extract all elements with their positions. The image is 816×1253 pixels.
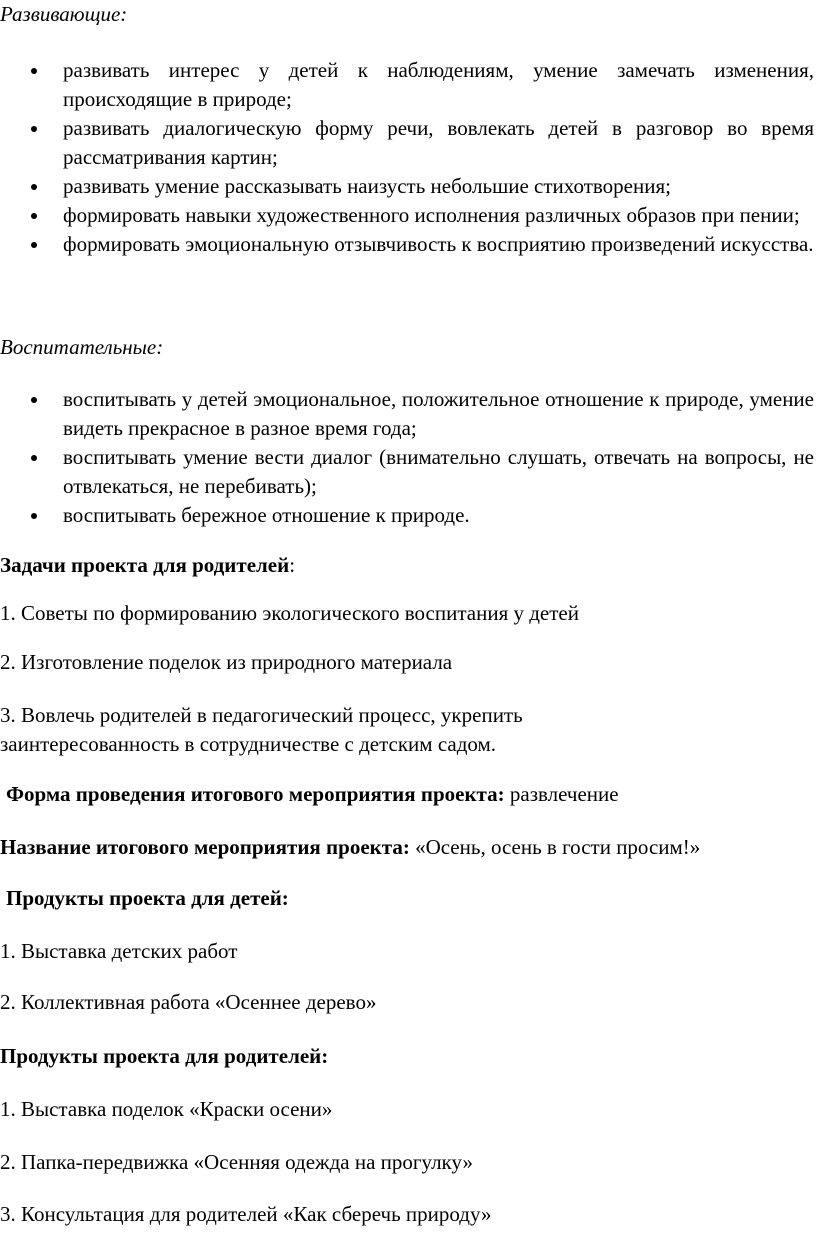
parent-task-1: 1. Советы по формированию экологического воспитания у детей <box>0 601 579 625</box>
list-item-text: воспитывать бережное отношение к природе. <box>63 503 470 527</box>
list-item <box>0 114 814 172</box>
products-parents-item-1: 1. Выставка поделок «Краски осени» <box>0 1097 333 1121</box>
parent-task-3-continuation: заинтересованность в сотрудничестве с детским садом. <box>0 732 497 756</box>
list-item <box>0 201 814 230</box>
list-item <box>0 56 814 114</box>
educational-list <box>0 385 816 530</box>
list-item-text: воспитывать у детей эмоциональное, положительное отношение к природе, умение видеть прекрасное в разное время года; <box>63 387 814 440</box>
list-item-text: развивать умение рассказывать наизусть небольшие стихотворения; <box>63 174 671 198</box>
list-item-text: формировать навыки художественного исполнения различных образов при пении; <box>63 203 800 227</box>
bullet-dot-icon <box>31 513 37 519</box>
parent-task-2: 2. Изготовление поделок из природного материала <box>0 650 453 674</box>
list-item <box>0 443 814 501</box>
parent-task-3: 3. Вовлечь родителей в педагогический процесс, укрепить <box>0 703 523 727</box>
bullet-dot-icon <box>31 455 37 461</box>
products-parents-item-2: 2. Папка-передвижка «Осенняя одежда на прогулку» <box>0 1150 473 1174</box>
developing-heading: Развивающие: <box>0 2 128 26</box>
final-event-form-label: Форма проведения итогового мероприятия проекта: <box>6 782 505 806</box>
products-parents-item-3: 3. Консультация для родителей «Как сберечь природу» <box>0 1202 492 1226</box>
bullet-dot-icon <box>31 184 37 190</box>
final-event-name-label: Название итогового мероприятия проекта: <box>0 835 410 859</box>
parent-tasks-heading-colon: : <box>289 553 296 577</box>
bullet-dot-icon <box>31 213 37 219</box>
bullet-dot-icon <box>31 242 37 248</box>
list-item <box>0 172 814 201</box>
list-item-text: формировать эмоциональную отзывчивость к восприятию произведений искусства. <box>63 232 814 256</box>
bullet-dot-icon <box>31 397 37 403</box>
final-event-form-value: развлечение <box>504 782 619 806</box>
list-item <box>0 385 814 443</box>
list-item <box>0 230 814 259</box>
list-item-text: воспитывать умение вести диалог (внимательно слушать, отвечать на вопросы, не отвлекаться, не перебивать); <box>63 445 814 498</box>
developing-list <box>0 56 816 259</box>
bullet-dot-icon <box>31 126 37 132</box>
products-parents-heading: Продукты проекта для родителей: <box>0 1044 329 1068</box>
products-children-heading: Продукты проекта для детей: <box>6 886 289 910</box>
products-children-item-1: 1. Выставка детских работ <box>0 939 238 963</box>
list-item-text: развивать диалогическую форму речи, вовлекать детей в разговор во время рассматривания картин; <box>63 116 814 169</box>
list-item-text: развивать интерес у детей к наблюдениям, умение замечать изменения, происходящие в природе; <box>63 58 814 111</box>
products-children-item-2: 2. Коллективная работа «Осеннее дерево» <box>0 990 377 1014</box>
parent-tasks-heading <box>0 551 295 580</box>
final-event-name-value: «Осень, осень в гости просим!» <box>409 835 701 859</box>
parent-tasks-heading-text: Задачи проекта для родителей <box>0 553 290 577</box>
bullet-dot-icon <box>31 68 37 74</box>
final-event-name <box>0 833 700 862</box>
educational-heading: Воспитательные: <box>0 335 164 359</box>
final-event-form <box>6 780 619 809</box>
list-item <box>0 501 814 530</box>
